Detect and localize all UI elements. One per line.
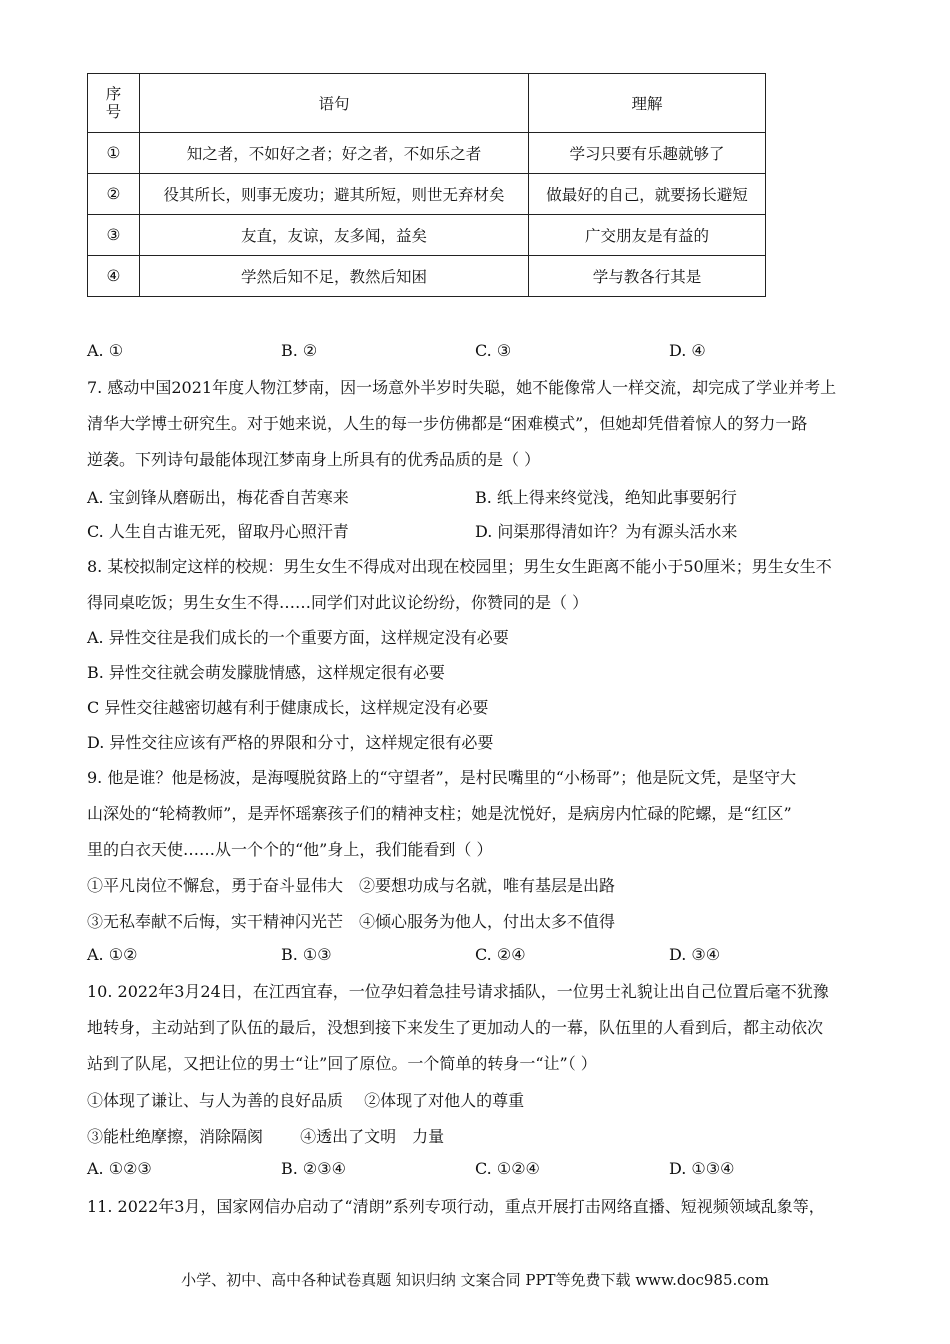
q7-line: 清华大学博士研究生。对于她来说，人生的每一步仿佛都是“困难模式”，但她却凭借着惊人的努力一路 xyxy=(87,414,808,433)
q10-option-c[interactable]: C. ①②④ xyxy=(475,1159,540,1178)
row-understanding: 做最好的自己，就要扬长避短 xyxy=(529,174,766,215)
table-row xyxy=(88,174,766,215)
q9-statement: ①平凡岗位不懈怠，勇于奋斗显伟大 ②要想功成与名就，唯有基层是出路 xyxy=(87,876,616,895)
q10-option-a[interactable]: A. ①②③ xyxy=(87,1159,152,1178)
q8-option-b[interactable]: B. 异性交往就会萌发朦胧情感，这样规定很有必要 xyxy=(87,663,445,682)
q10-line: 地转身，主动站到了队伍的最后，没想到接下来发生了更加动人的一幕，队伍里的人看到后，都主动依次 xyxy=(87,1018,824,1037)
row-sentence: 知之者，不如好之者；好之者，不如乐之者 xyxy=(140,133,529,174)
table-row xyxy=(88,256,766,297)
q10-statement: ③能杜绝摩擦，消除隔阂 ④透出了文明 力量 xyxy=(87,1127,445,1146)
q9-option-d[interactable]: D. ③④ xyxy=(669,945,721,964)
q10-line: 10. 2022年3月24日，在江西宜春，一位孕妇着急挂号请求插队，一位男士礼貌让出自己位置后毫不犹豫 xyxy=(87,982,829,1001)
row-sentence: 友直，友谅，友多闻，益矣 xyxy=(140,215,529,256)
row-index: ③ xyxy=(88,215,140,256)
q11-line: 11. 2022年3月，国家网信办启动了“清朗”系列专项行动，重点开展打击网络直播、短视频领域乱象等， xyxy=(87,1197,825,1216)
q9-line: 里的白衣天使……从一个个的“他”身上，我们能看到（ ） xyxy=(87,840,493,859)
q8-option-d[interactable]: D. 异性交往应该有严格的界限和分寸，这样规定很有必要 xyxy=(87,733,494,752)
q9-line: 山深处的“轮椅教师”，是弄怀瑶寨孩子们的精神支柱；她是沈悦好，是病房内忙碌的陀螺，是“红区” xyxy=(87,804,792,823)
header-index-1: 序 xyxy=(105,85,122,103)
header-sentence: 语句 xyxy=(140,74,529,133)
q8-option-a[interactable]: A. 异性交往是我们成长的一个重要方面，这样规定没有必要 xyxy=(87,628,509,647)
row-sentence: 学然后知不足，教然后知困 xyxy=(140,256,529,297)
q6-option-d[interactable]: D. ④ xyxy=(669,341,706,360)
table-row xyxy=(88,215,766,256)
header-index-2: 号 xyxy=(105,103,122,121)
q9-option-c[interactable]: C. ②④ xyxy=(475,945,526,964)
q7-option-c[interactable]: C. 人生自古谁无死，留取丹心照汗青 xyxy=(87,522,349,541)
row-understanding: 广交朋友是有益的 xyxy=(529,215,766,256)
row-understanding: 学习只要有乐趣就够了 xyxy=(529,133,766,174)
q7-line: 逆袭。下列诗句最能体现江梦南身上所具有的优秀品质的是（ ） xyxy=(87,450,541,469)
comparison-table xyxy=(87,73,766,297)
q7-option-a[interactable]: A. 宝剑锋从磨砺出，梅花香自苦寒来 xyxy=(87,488,349,507)
q10-statement: ①体现了谦让、与人为善的良好品质 ②体现了对他人的尊重 xyxy=(87,1091,525,1110)
row-understanding: 学与教各行其是 xyxy=(529,256,766,297)
header-index xyxy=(88,74,140,133)
table-header-row xyxy=(88,74,766,133)
header-understanding: 理解 xyxy=(529,74,766,133)
row-index: ② xyxy=(88,174,140,215)
q10-option-b[interactable]: B. ②③④ xyxy=(281,1159,346,1178)
row-index: ① xyxy=(88,133,140,174)
q9-statement: ③无私奉献不后悔，实干精神闪光芒 ④倾心服务为他人，付出太多不值得 xyxy=(87,912,616,931)
row-index: ④ xyxy=(88,256,140,297)
q9-option-a[interactable]: A. ①② xyxy=(87,945,138,964)
q10-option-d[interactable]: D. ①③④ xyxy=(669,1159,735,1178)
q8-option-c[interactable]: C 异性交往越密切越有利于健康成长，这样规定没有必要 xyxy=(87,698,489,717)
q7-option-b[interactable]: B. 纸上得来终觉浅，绝知此事要躬行 xyxy=(475,488,737,507)
row-sentence: 役其所长，则事无废功；避其所短，则世无弃材矣 xyxy=(140,174,529,215)
q6-option-a[interactable]: A. ① xyxy=(87,341,124,360)
q6-option-b[interactable]: B. ② xyxy=(281,341,318,360)
q9-line: 9. 他是谁？他是杨波，是海嘎脱贫路上的“守望者”，是村民嘴里的“小杨哥”；他是阮文凭，是坚守大 xyxy=(87,768,797,787)
table-row xyxy=(88,133,766,174)
q6-option-c[interactable]: C. ③ xyxy=(475,341,512,360)
q9-option-b[interactable]: B. ①③ xyxy=(281,945,332,964)
q7-option-d[interactable]: D. 问渠那得清如许？为有源头活水来 xyxy=(475,522,738,541)
q8-line: 得同桌吃饭；男生女生不得……同学们对此议论纷纷，你赞同的是（ ） xyxy=(87,593,589,612)
page-footer: 小学、初中、高中各种试卷真题 知识归纳 文案合同 PPT等免费下载 www.doc985.com xyxy=(181,1271,769,1289)
q10-line: 站到了队尾，又把让位的男士“让”回了原位。一个简单的转身一“让”（ ） xyxy=(87,1054,597,1073)
q8-line: 8. 某校拟制定这样的校规：男生女生不得成对出现在校园里；男生女生距离不能小于50厘米；男生女生不 xyxy=(87,557,832,576)
q7-line: 7. 感动中国2021年度人物江梦南，因一场意外半岁时失聪，她不能像常人一样交流，却完成了学业并考上 xyxy=(87,378,837,397)
